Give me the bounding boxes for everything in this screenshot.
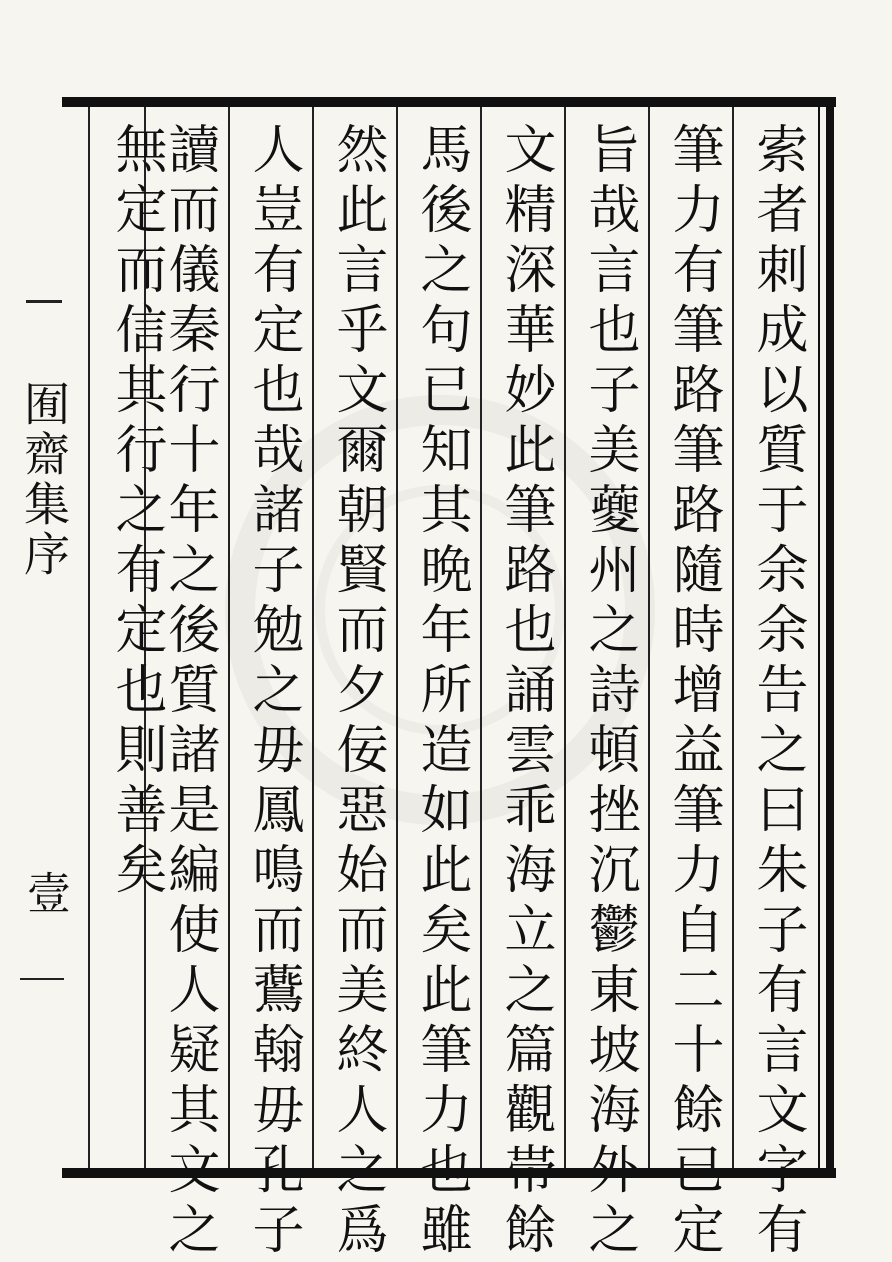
column-rule [396,107,398,1168]
margin-rule [20,978,64,980]
margin-title: 囿齋集序 [17,380,71,580]
text-column-3: 旨哉言也子美䕫州之詩頓挫沉鬱東坡海外之 [579,122,639,1262]
text-column-4: 文精深華妙此筆路也誦雲乖海立之篇觀帯餘 [495,122,555,1262]
text-column-5: 馬後之句已知其晩年所造如此矣此筆力也雖 [411,122,471,1262]
column-rule [648,107,650,1168]
column-rule [312,107,314,1168]
text-column-7: 人豈有定也哉諸子勉之毋鳳鳴而鷰翰毋孔子 [243,122,303,1262]
text-column-2: 筆力有筆路筆路隨時增益筆力自二十餘已定 [663,122,723,1262]
text-column-8: 讀而儀秦行十年之後質諸是編使人疑其文之 [159,122,219,1262]
column-rule-outer [88,107,90,1168]
text-column-1: 索者刺成以質于余余告之曰朱子有言文字有 [747,122,807,1262]
text-column-9: 無定而信其行之有定也則善矣 [106,122,166,902]
column-rule [564,107,566,1168]
page-number: 壹 [19,870,70,914]
frame-top-border [62,97,836,107]
frame-right-border [826,97,834,1178]
column-rule [480,107,482,1168]
fishtail-mark [26,300,62,303]
column-rule [732,107,734,1168]
frame-right-inner-line [818,97,820,1178]
column-rule [228,107,230,1168]
text-column-6: 然此言乎文爾朝賢而夕佞惡始而美終人之爲 [327,122,387,1262]
